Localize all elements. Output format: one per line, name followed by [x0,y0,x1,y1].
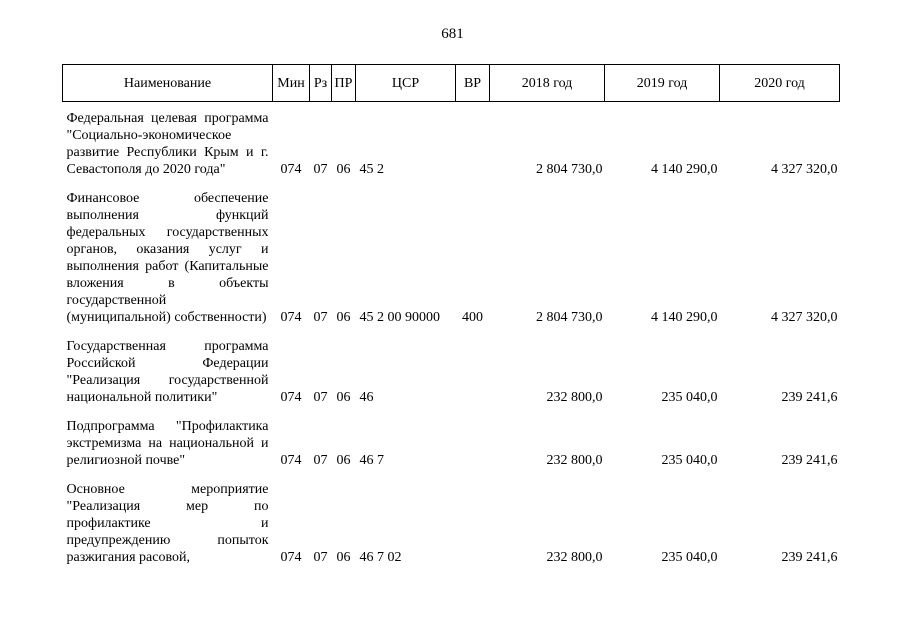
header-2019: 2019 год [605,65,720,102]
row-rz: 07 [313,310,328,325]
header-min: Мин [273,65,310,102]
header-csr: ЦСР [356,65,456,102]
row-csr: 46 7 [359,453,384,468]
row-2020: 4 327 320,0 [771,162,838,177]
row-spacer [63,469,840,481]
row-csr: 46 [359,390,374,405]
row-rz: 07 [313,162,328,177]
budget-table [62,64,840,566]
row-2018: 232 800,0 [546,453,603,468]
row-rz: 07 [313,550,328,565]
row-min: 074 [280,390,302,405]
row-pr: 06 [336,390,351,405]
row-2019: 235 040,0 [661,453,718,468]
row-pr: 06 [336,310,351,325]
header-pr: ПР [332,65,356,102]
row-spacer [63,102,840,111]
row-pr: 06 [336,162,351,177]
row-2020: 239 241,6 [781,390,838,405]
row-vr [456,110,490,178]
page-number: 681 [441,26,464,42]
row-2019: 235 040,0 [661,550,718,565]
row-name: Финансовое обеспечение выполнения функций федеральных государственных органов, оказания услуг и выполнения работ (Капитальные вложения в объекты государственной (муниципальной) собственности) [66,191,269,325]
table-header-row [63,65,840,102]
row-2019: 235 040,0 [661,390,718,405]
table-row [63,110,840,178]
row-2018: 232 800,0 [546,550,603,565]
table-row [63,338,840,406]
row-csr: 46 7 02 [359,550,402,565]
row-min: 074 [280,310,302,325]
header-name: Наименование [63,65,273,102]
row-min: 074 [280,162,302,177]
table-row [63,418,840,469]
row-spacer [63,326,840,338]
row-csr: 45 2 [359,162,384,177]
header-2020: 2020 год [720,65,840,102]
table-row [63,190,840,326]
row-vr [456,418,490,469]
row-min: 074 [280,550,302,565]
row-2019: 4 140 290,0 [651,162,718,177]
header-vr: ВР [456,65,490,102]
row-2020: 4 327 320,0 [771,310,838,325]
row-2019: 4 140 290,0 [651,310,718,325]
row-name: Подпрограмма "Профилактика экстремизма на национальной и религиозной почве" [66,419,269,468]
row-pr: 06 [336,453,351,468]
row-2018: 2 804 730,0 [536,310,603,325]
row-spacer [63,178,840,190]
row-csr: 45 2 00 90000 [359,310,440,325]
table-row [63,481,840,566]
row-name: Государственная программа Российской Федерации "Реализация государственной национальной политики" [66,339,269,405]
row-2020: 239 241,6 [781,453,838,468]
row-spacer [63,406,840,418]
row-vr: 400 [462,310,483,325]
header-2018: 2018 год [490,65,605,102]
row-name: Основное мероприятие "Реализация мер по профилактике и предупреждению попыток разжигания расовой, [66,482,269,565]
header-rz: Рз [310,65,332,102]
row-rz: 07 [313,453,328,468]
row-2018: 2 804 730,0 [536,162,603,177]
row-2018: 232 800,0 [546,390,603,405]
row-name: Федеральная целевая программа "Социально-экономическое развитие Республики Крым и г. Севастополя до 2020 года" [66,111,269,177]
row-rz: 07 [313,390,328,405]
row-vr [456,338,490,406]
row-pr: 06 [336,550,351,565]
row-vr [456,481,490,566]
row-min: 074 [280,453,302,468]
row-2020: 239 241,6 [781,550,838,565]
